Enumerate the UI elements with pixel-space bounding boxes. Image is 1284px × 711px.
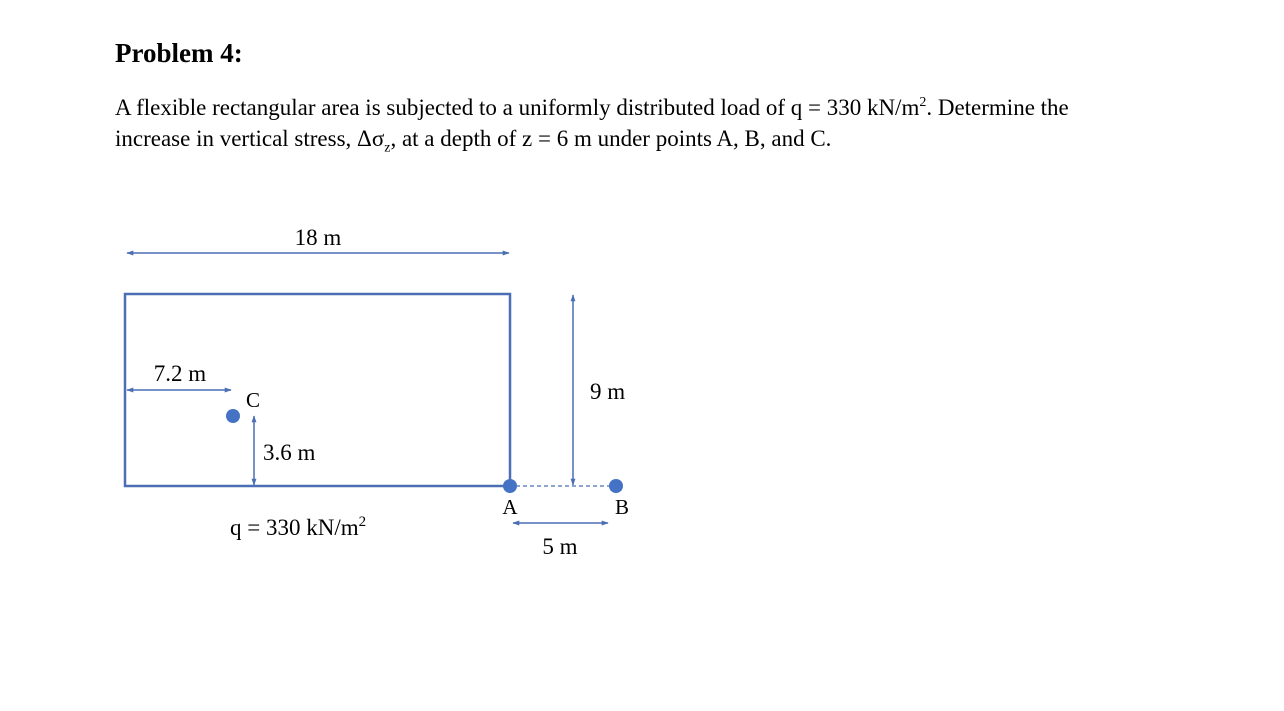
point-b <box>609 479 623 493</box>
load-label <box>230 514 366 540</box>
point-c-label: C <box>246 388 261 412</box>
point-a-label: A <box>502 495 518 519</box>
statement-line-1-text: A flexible rectangular area is subjected to a uniformly distributed load of q = 330 kN/m <box>115 95 920 120</box>
point-c <box>226 409 240 423</box>
point-a <box>503 479 517 493</box>
statement-line-1-suffix: . Determine the <box>926 95 1069 120</box>
point-b-label: B <box>614 495 630 519</box>
problem-title: Problem 4: <box>115 38 243 68</box>
c-vertical-label: 3.6 m <box>263 440 316 465</box>
load-label-text: q = 330 kN/m <box>230 515 359 540</box>
width-label: 18 m <box>294 225 342 250</box>
unit-exponent: 2 <box>919 95 927 110</box>
load-label-exponent: 2 <box>358 514 367 530</box>
c-horizontal-label: 7.2 m <box>153 361 207 386</box>
stress-subscript: z <box>384 140 391 156</box>
statement-line-2-text: increase in vertical stress, Δσ <box>115 126 385 151</box>
statement-line-2-suffix: , at a depth of z = 6 m under points A, B, and C. <box>390 126 832 151</box>
height-label: 9 m <box>590 379 626 404</box>
a-b-distance-label: 5 m <box>542 534 578 559</box>
